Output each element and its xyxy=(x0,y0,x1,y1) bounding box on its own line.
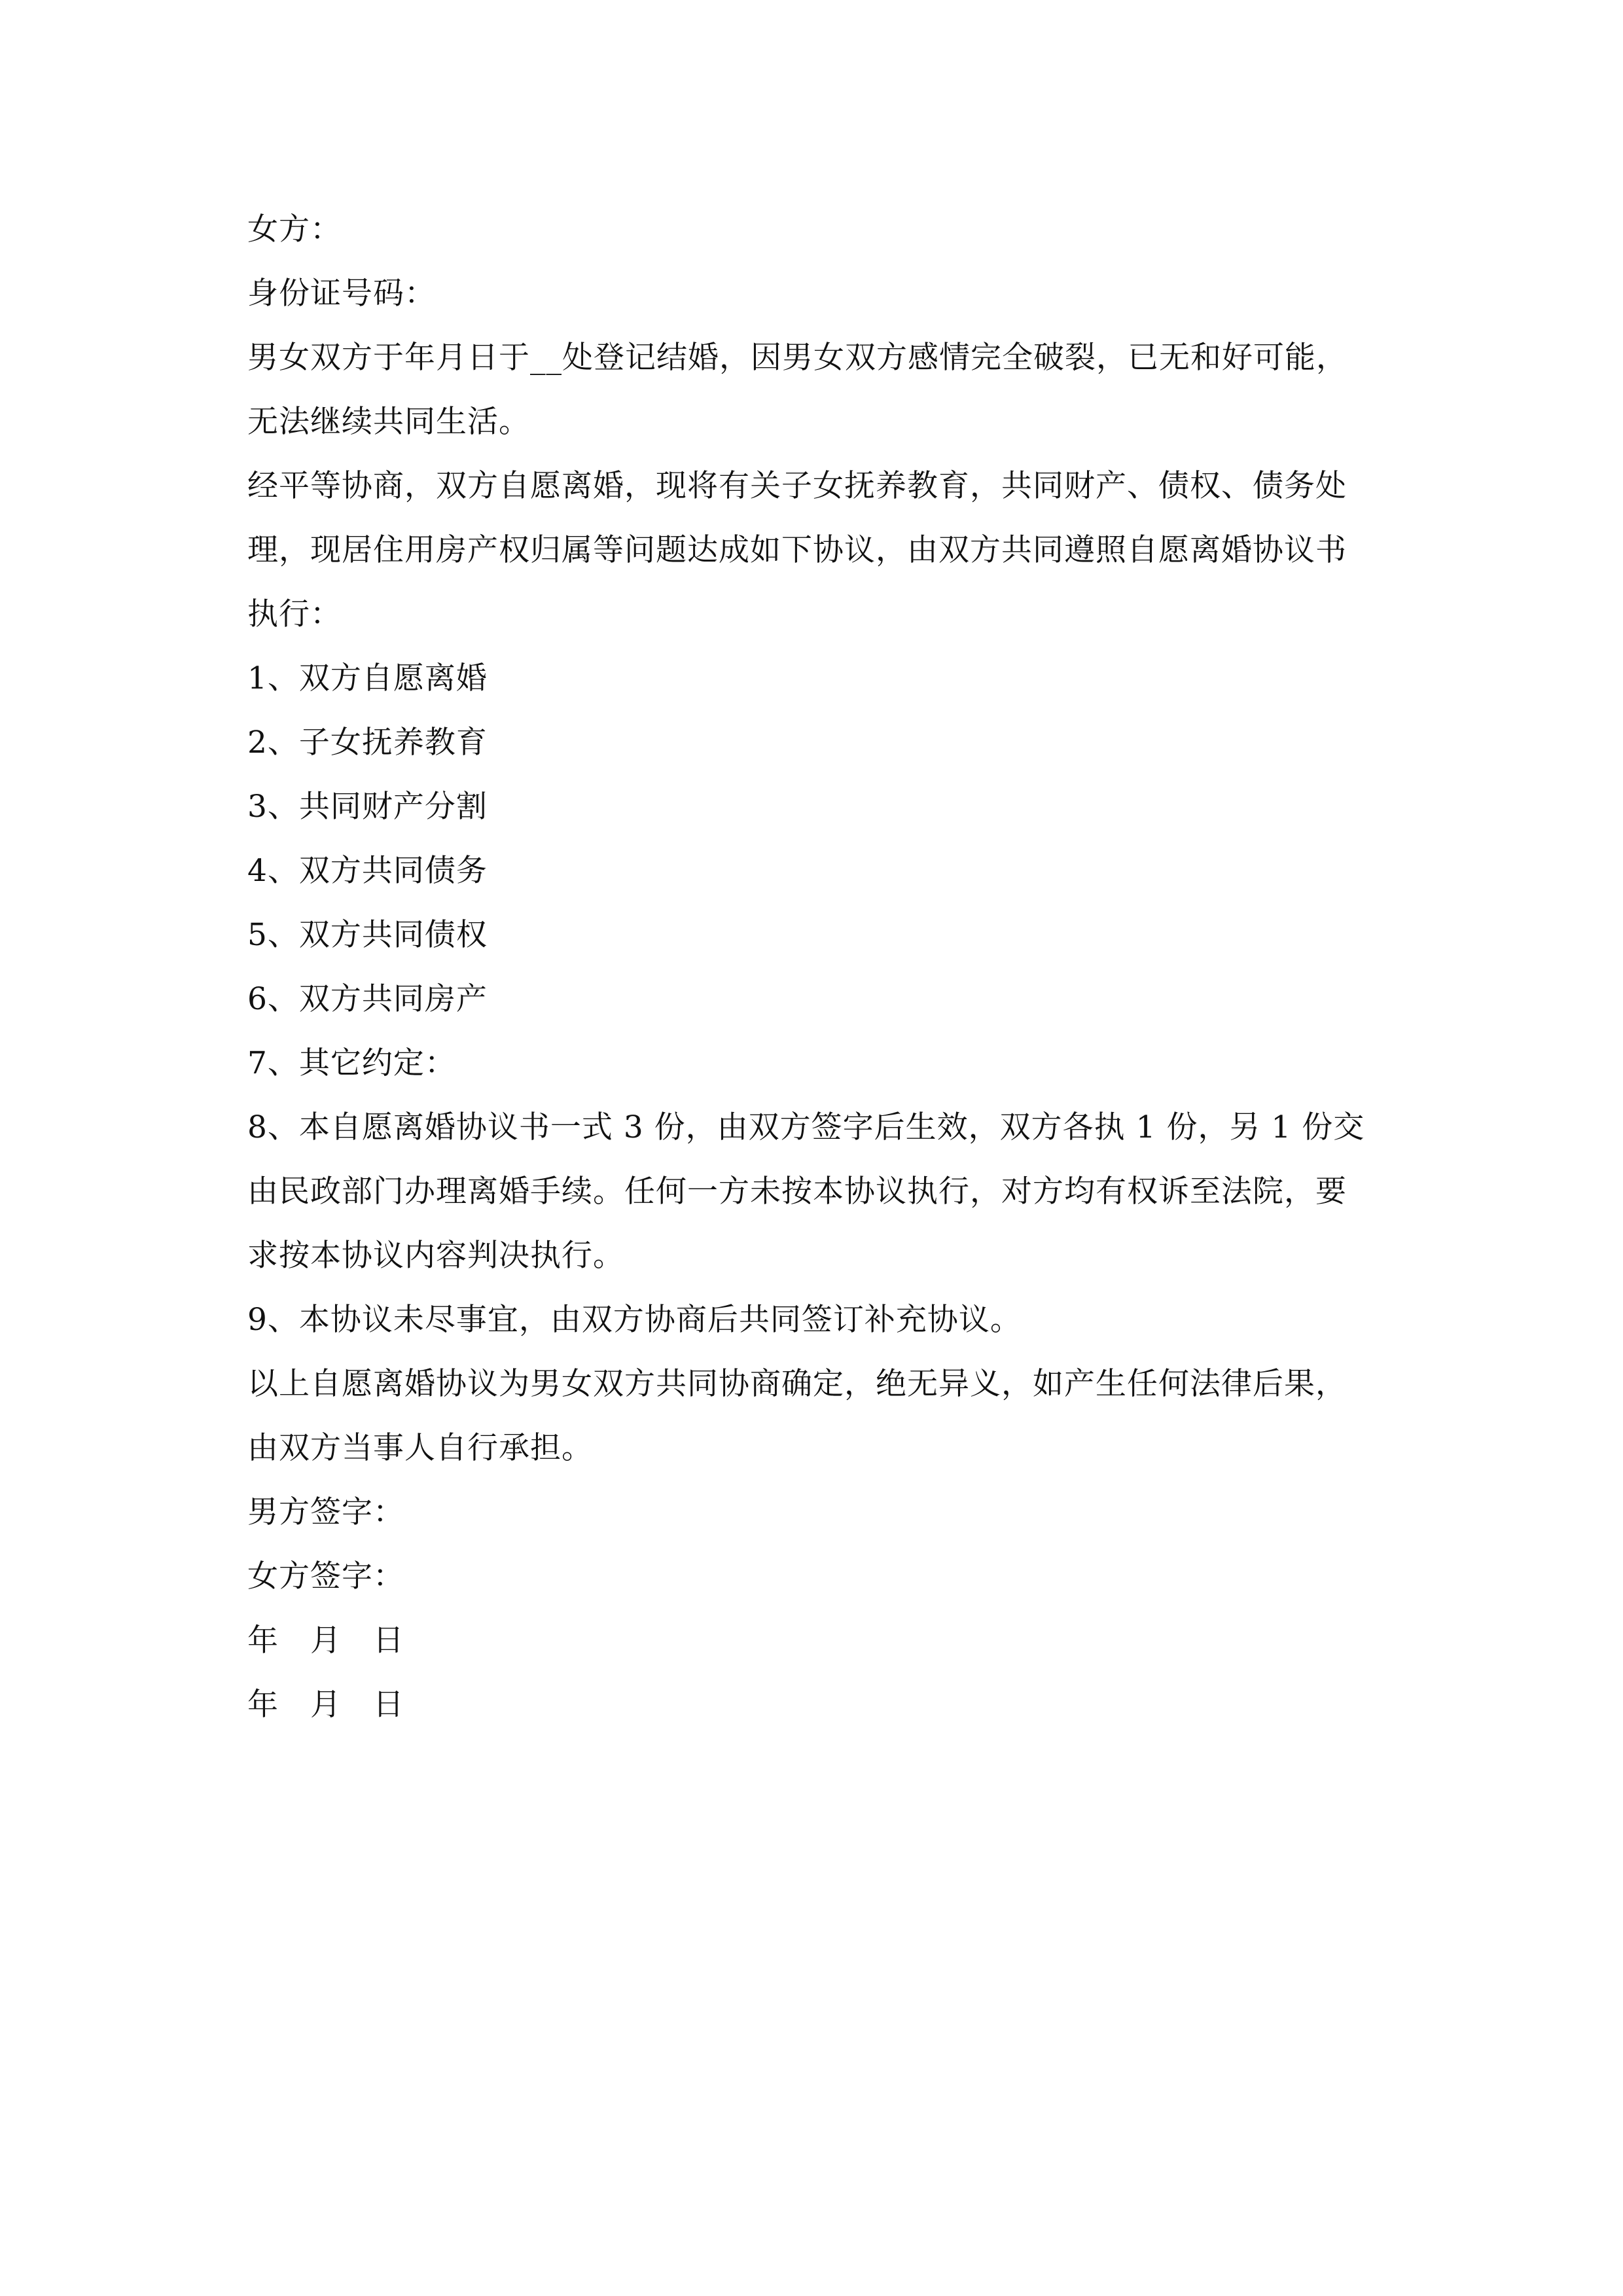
id-number-label: 身份证号码： xyxy=(247,276,436,312)
paragraph-line: 理，现居住用房产权归属等问题达成如下协议，由双方共同遵照自愿离婚协议书 xyxy=(247,532,1347,568)
document-body xyxy=(247,198,1389,1737)
item-8-paragraph xyxy=(247,1096,1389,1288)
date-day: 日 xyxy=(372,1623,404,1659)
paragraph-line: 以上自愿离婚协议为男女双方共同协商确定，绝无异义，如产生任何法律后果， xyxy=(247,1366,1347,1402)
date-year: 年 xyxy=(247,1623,279,1659)
paragraph-line: 男女双方于年月日于__处登记结婚，因男女双方感情完全破裂，已无和好可能， xyxy=(247,340,1347,376)
list-item: 6、双方共同房产 xyxy=(247,981,488,1017)
female-party-label: 女方： xyxy=(247,211,342,247)
list-item: 3、共同财产分割 xyxy=(247,789,488,825)
date-line xyxy=(247,1609,1389,1673)
agreement-items xyxy=(247,647,1389,1096)
list-item: 2、子女抚养教育 xyxy=(247,725,488,761)
paragraph-line: 执行： xyxy=(247,596,342,632)
date-month: 月 xyxy=(310,1687,342,1723)
list-item: 7、其它约定： xyxy=(247,1045,456,1081)
paragraph-line: 经平等协商，双方自愿离婚，现将有关子女抚养教育，共同财产、债权、债务处 xyxy=(247,468,1347,504)
closing-paragraph xyxy=(247,1352,1389,1480)
list-item: 5、双方共同债权 xyxy=(247,917,488,953)
list-item: 1、双方自愿离婚 xyxy=(247,660,488,696)
date-year: 年 xyxy=(247,1687,279,1723)
item-9: 9、本协议未尽事宜，由双方协商后共同签订补充协议。 xyxy=(247,1302,1022,1338)
date-month: 月 xyxy=(310,1623,342,1659)
intro-paragraph xyxy=(247,326,1389,454)
preamble-paragraph xyxy=(247,454,1389,647)
date-line xyxy=(247,1673,1389,1737)
male-signature-label: 男方签字： xyxy=(247,1494,404,1530)
paragraph-line: 8、本自愿离婚协议书一式 3 份，由双方签字后生效，双方各执 1 份，另 1 份交 xyxy=(247,1109,1365,1145)
paragraph-line: 无法继续共同生活。 xyxy=(247,404,530,440)
paragraph-line: 由民政部门办理离婚手续。任何一方未按本协议执行，对方均有权诉至法院，要 xyxy=(247,1174,1347,1210)
female-signature-label: 女方签字： xyxy=(247,1558,404,1594)
paragraph-line: 由双方当事人自行承担。 xyxy=(247,1430,593,1466)
paragraph-line: 求按本协议内容判决执行。 xyxy=(247,1238,624,1274)
list-item: 4、双方共同债务 xyxy=(247,853,488,889)
date-day: 日 xyxy=(372,1687,404,1723)
